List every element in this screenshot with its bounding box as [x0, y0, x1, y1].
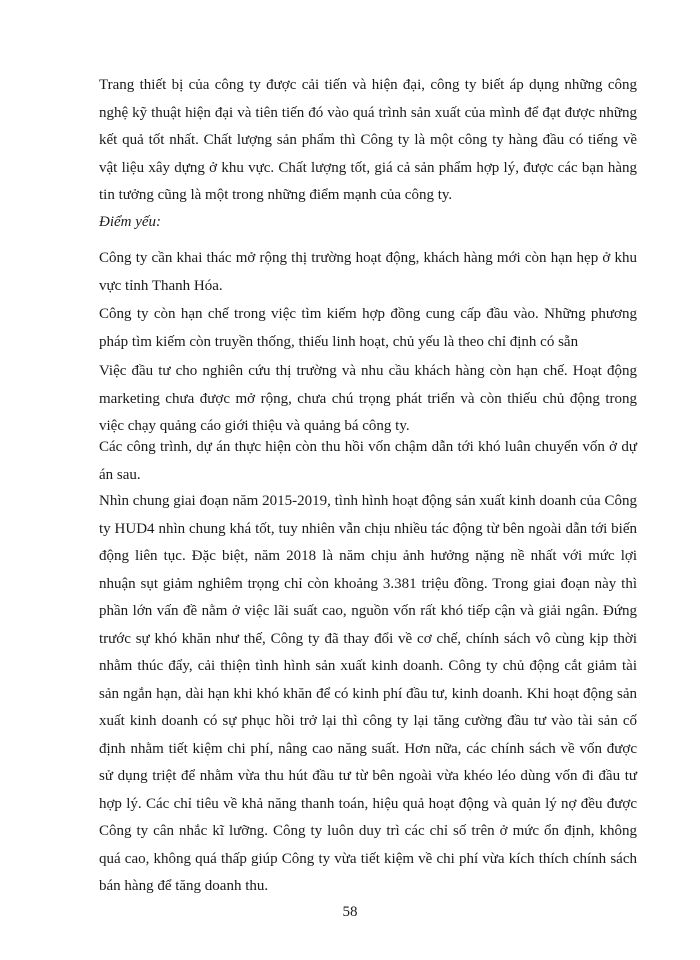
paragraph-weakness-capital: Các công trình, dự án thực hiện còn thu hồi vốn chậm dẫn tới khó luân chuyển vốn ở dự án sau. — [99, 439, 637, 483]
section-heading-weaknesses: Điểm yếu: — [99, 214, 162, 230]
paragraph-strengths: Trang thiết bị của công ty được cải tiến và hiện đại, công ty biết áp dụng những công nghệ kỹ thuật hiện đại và tiên tiến đó vào quá trình sản xuất của mình để đạt được những kết quả tốt nhất. Chất lượng sản phẩm thì Công ty là một công ty hàng đầu có tiếng về vật liệu xây dựng ở khu vực. Chất lượng tốt, giá cả sản phẩm hợp lý, được các bạn hàng tin tưởng cũng là một trong những điểm mạnh của công ty. — [99, 77, 637, 203]
paragraph-summary: Nhìn chung giai đoạn năm 2015-2019, tình hình hoạt động sản xuất kinh doanh của Công ty HUD4 nhìn chung khá tốt, tuy nhiên vẫn chịu nhiều tác động từ bên ngoài dẫn tới biến động liên tục. Đặc biệt, năm 2018 là năm chịu ảnh hưởng nặng nề nhất với mức lợi nhuận sụt giảm nghiêm trọng chỉ còn khoảng 3.381 triệu đồng. Trong giai đoạn này thì phần lớn vấn đề nằm ở việc lãi suất cao, nguồn vốn rất khó tiếp cận và giải ngân. Đứng trước sự khó khăn như thế, Công ty đã thay đổi về cơ chế, chính sách vô cùng kịp thời nhằm thúc đẩy, cải thiện tình hình sản xuất kinh doanh. Công ty chủ động cắt giảm tài sản ngắn hạn, dài hạn khi khó khăn để có kinh phí đầu tư, kinh doanh. Khi hoạt động sản xuất kinh doanh có sự phục hồi trở lại thì công ty lại tăng cường đầu tư vào tài sản cố định nhằm tiết kiệm chi phí, nâng cao năng suất. Hơn nữa, các chính sách về vốn được sử dụng triệt để nhằm vừa thu hút đầu tư từ bên ngoài vừa khéo léo dùng vốn đi đầu tư hợp lý. Các chỉ tiêu về khả năng thanh toán, hiệu quả hoạt động và quản lý nợ đều được Công ty cân nhắc kĩ lưỡng. Công ty luôn duy trì các chỉ số trên ở mức ổn định, không quá cao, không quá thấp giúp Công ty vừa tiết kiệm về chi phí vừa kích thích chính sách bán hàng để tăng doanh thu. — [99, 493, 637, 894]
paragraph-weakness-contracts: Công ty còn hạn chế trong việc tìm kiếm hợp đồng cung cấp đầu vào. Những phương pháp tìm kiếm còn truyền thống, thiếu linh hoạt, chủ yếu là theo chỉ định có sẵn — [99, 306, 637, 350]
page-number: 58 — [342, 904, 358, 920]
paragraph-weakness-market: Công ty cần khai thác mở rộng thị trường hoạt động, khách hàng mới còn hạn hẹp ở khu vực tỉnh Thanh Hóa. — [99, 250, 637, 294]
paragraph-weakness-marketing: Việc đầu tư cho nghiên cứu thị trường và nhu cầu khách hàng còn hạn chế. Hoạt động marketing chưa được mở rộng, chưa chú trọng phát triển và còn thiếu chủ động trong việc chạy quảng cáo giới thiệu và quảng bá công ty. — [99, 363, 637, 434]
